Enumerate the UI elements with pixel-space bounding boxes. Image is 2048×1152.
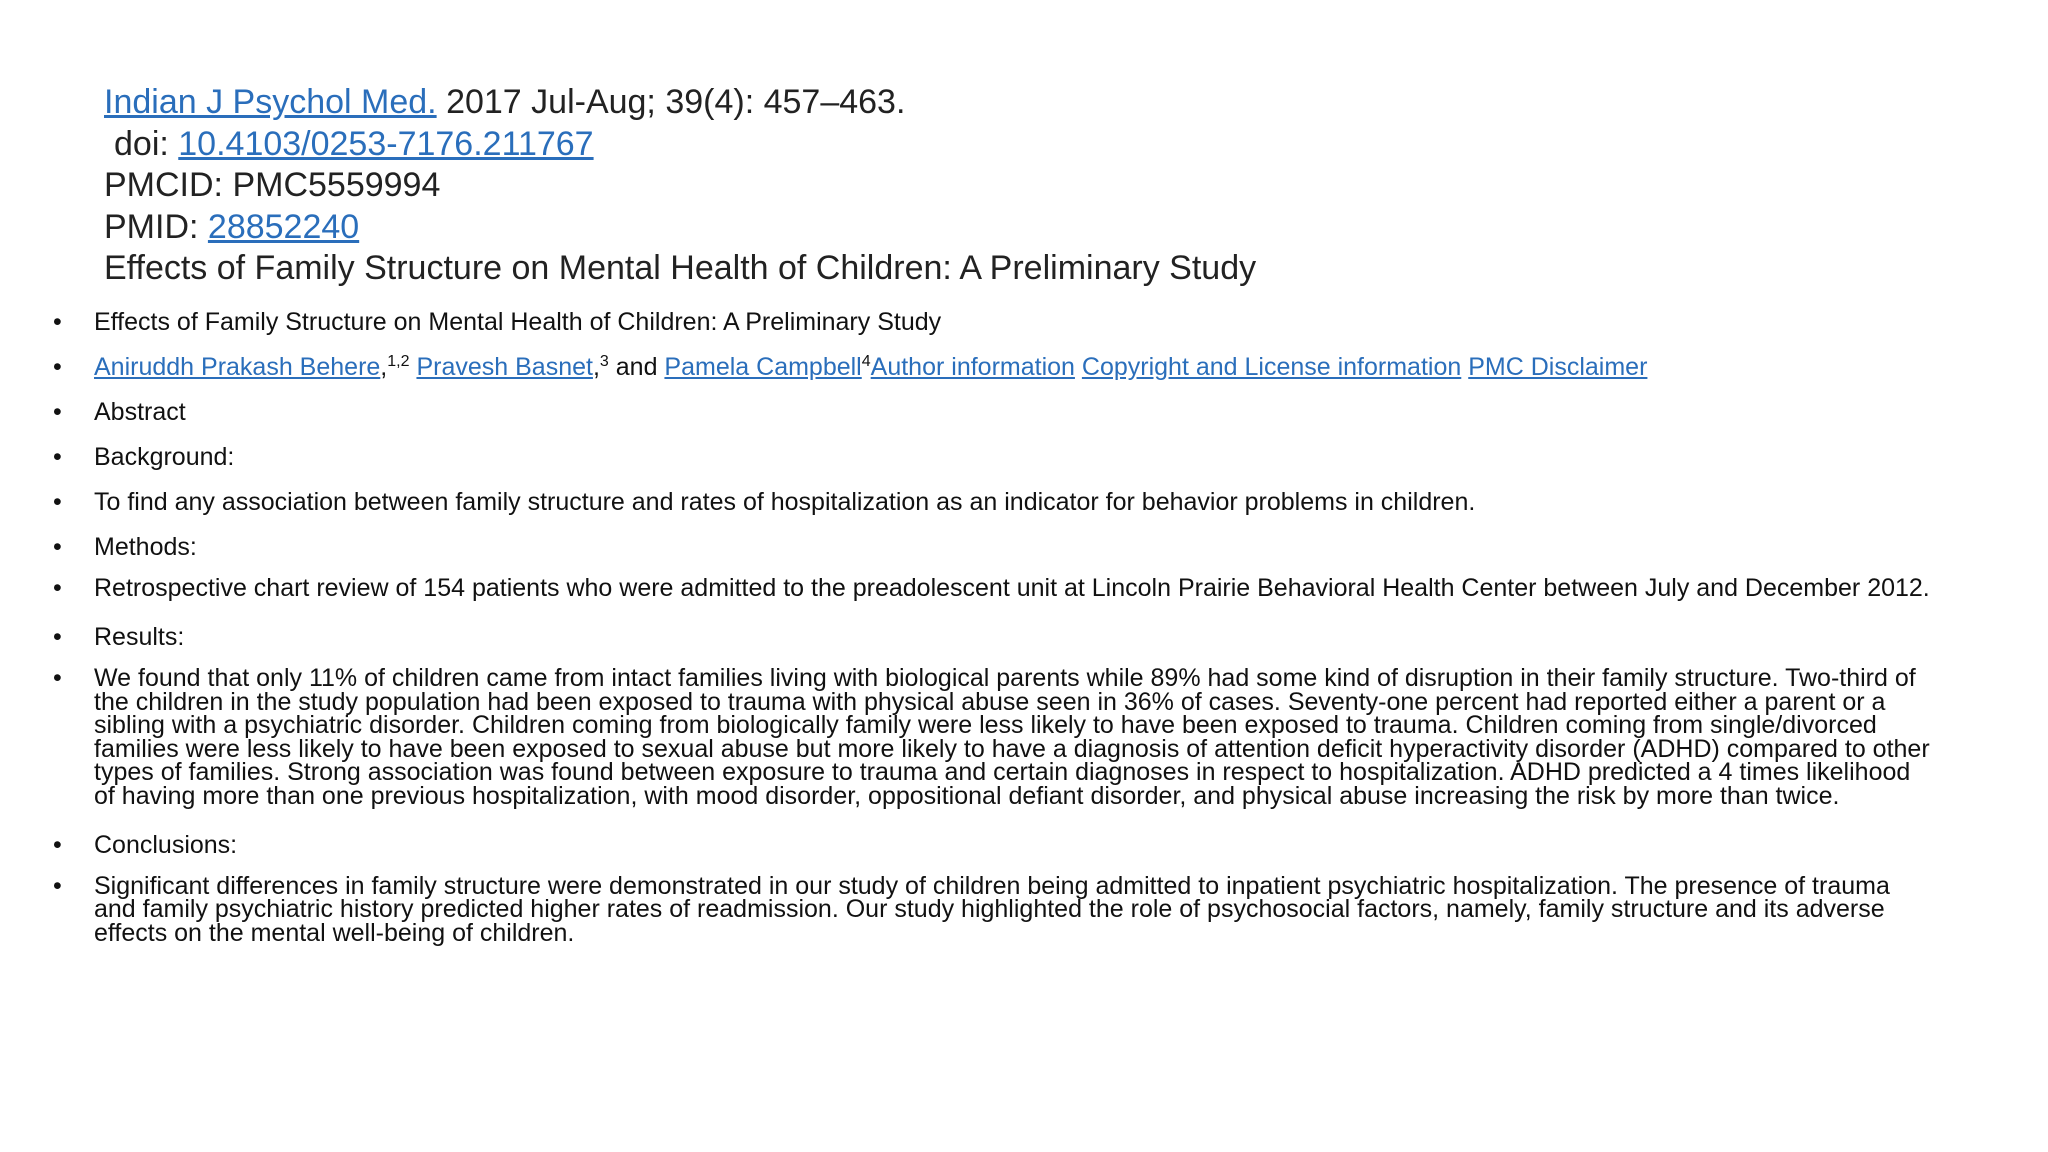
- conclusions-text: Significant differences in family structure were demonstrated in our study of children being admitted to inpatient psychiatric hospitalization. The presence of trauma and family psychiatric history predicted higher rates of readmission. Our study highlighted the role of psychosocial factors, namely, family structure and its adverse effects on the mental well-being of children.: [94, 871, 1890, 947]
- citation-text: 2017 Jul-Aug; 39(4): 457–463.: [436, 83, 906, 121]
- author-link-1[interactable]: Aniruddh Prakash Behere: [94, 353, 381, 381]
- bullet-dot: •: [53, 623, 62, 651]
- doi-label: doi:: [114, 124, 179, 163]
- pmid-link[interactable]: 28852240: [207, 207, 360, 246]
- and-text: and: [608, 353, 665, 381]
- bullet-authors: • Aniruddh Prakash Behere,$^{1,2}$ Pravesh Basnet,$^3$ and Pamela Campbell$^4$Author information Copyright and License information PMC Disclaimer: [53, 353, 1648, 381]
- bullet-dot: •: [53, 664, 62, 692]
- bullet-dot: •: [53, 353, 62, 381]
- bullet-conclusions-text: [53, 871, 1933, 947]
- bullet-title: [53, 307, 1933, 337]
- author-information-link[interactable]: Author information: [870, 353, 1075, 381]
- bullet-dot: •: [53, 443, 62, 471]
- abstract-heading: Abstract: [94, 398, 186, 426]
- bullet-dot: •: [53, 533, 62, 561]
- article-title: Effects of Family Structure on Mental Health of Children: A Preliminary Study: [104, 249, 1257, 287]
- bullet-dot: •: [53, 574, 62, 602]
- author-sup-3: 4: [861, 353, 871, 370]
- bullet-methods-text: [53, 574, 1933, 602]
- journal-link[interactable]: Indian J Psychol Med.: [104, 83, 437, 121]
- bullet-results-text: [53, 664, 1933, 810]
- bullet-dot: •: [53, 871, 62, 900]
- bullet-list: [53, 307, 1933, 967]
- doi-link[interactable]: 10.4103/0253-7176.211767: [178, 124, 594, 163]
- pmid-line: [104, 207, 1904, 249]
- background-heading: Background:: [94, 443, 235, 471]
- background-text: To find any association between family structure and rates of hospitalization as an indicator for behavior problems in children.: [94, 488, 1476, 516]
- pmcid-line: PMCID: PMC5559994: [104, 166, 441, 204]
- results-text: We found that only 11% of children came from intact families living with biological parents while 89% had some kind of disruption in their family structure. Two-third of the children in the study population had been exposed to trauma with physical abuse seen in 36% of cases. Seventy-one percent had reported either a parent or a sibling with a psychiatric disorder. Children coming from biologically family were less likely to have been exposed to trauma. Children coming from single/divorced families were less likely to have been exposed to sexual abuse but more likely to have a diagnosis of attention deficit hyperactivity disorder (ADHD) compared to other types of families. Strong association was found between exposure to trauma and certain diagnoses in respect to hospitalization. ADHD predicted a 4 times likelihood of having more than one previous hospitalization, with mood disorder, oppositional defiant disorder, and physical abuse increasing the risk by more than twice.: [94, 664, 1930, 810]
- citation-line: [104, 82, 1904, 124]
- bullet-dot: •: [53, 488, 62, 516]
- bullet-abstract: [53, 397, 1933, 427]
- bullet-dot: •: [53, 398, 62, 426]
- bullet-methods-heading: [53, 532, 1933, 562]
- author-sup-2: 3: [599, 353, 609, 370]
- bullet-background-heading: [53, 442, 1933, 472]
- author-link-3[interactable]: Pamela Campbell: [664, 353, 862, 381]
- pmid-label: PMID:: [104, 207, 208, 246]
- author-sup-1: 1,2: [387, 353, 410, 370]
- bullet-results-heading: [53, 622, 1933, 652]
- conclusions-heading: Conclusions:: [94, 830, 238, 859]
- author-link-2[interactable]: Pravesh Basnet: [416, 353, 593, 381]
- doi-line: [104, 124, 1904, 166]
- title-text: Effects of Family Structure on Mental Health of Children: A Preliminary Study: [94, 308, 942, 336]
- methods-heading: Methods:: [94, 533, 197, 561]
- bullet-conclusions-heading: [53, 830, 1933, 860]
- bullet-background-text: [53, 487, 1933, 517]
- copyright-link[interactable]: Copyright and License information: [1081, 353, 1462, 381]
- results-heading: Results:: [94, 623, 185, 651]
- methods-text: Retrospective chart review of 154 patients who were admitted to the preadolescent unit at Lincoln Prairie Behavioral Health Center between July and December 2012.: [94, 574, 1930, 602]
- pmc-disclaimer-link[interactable]: PMC Disclaimer: [1468, 353, 1648, 381]
- citation-header: [104, 82, 1904, 290]
- bullet-dot: •: [53, 308, 62, 336]
- bullet-dot: •: [53, 830, 62, 859]
